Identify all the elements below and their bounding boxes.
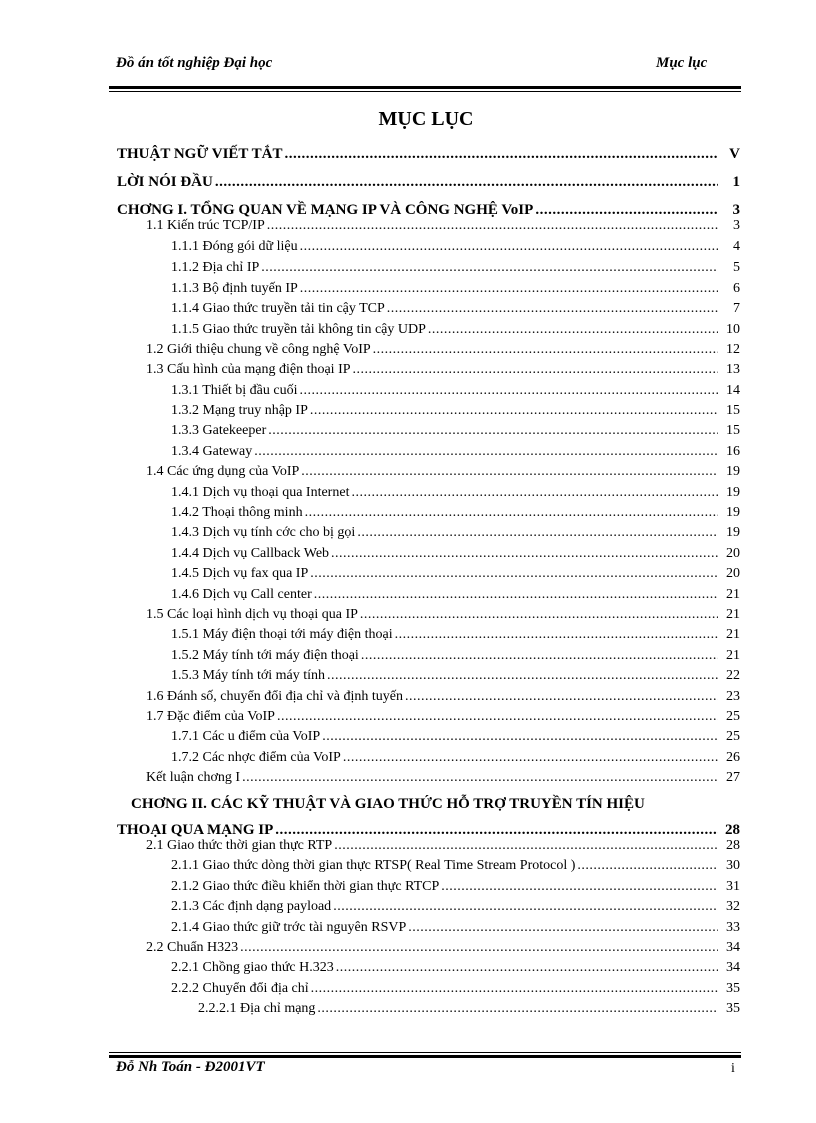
toc-leader-dots [334, 836, 718, 856]
toc-entry-page: 6 [733, 281, 740, 296]
toc-leader-dots [305, 503, 718, 523]
toc-entry-title: 1.5.2 Máy tính tới máy điện thoại [171, 648, 359, 663]
toc-entry [146, 768, 740, 788]
footer-rule-thick [109, 1055, 741, 1058]
toc-entry [171, 299, 740, 319]
toc-entry-page: 21 [726, 587, 740, 602]
chapter2-heading-line1: CHƠNG II. CÁC KỸ THUẬT VÀ GIAO THỨC HỖ TRỢ TRUYỀN TÍN HIỆU [131, 796, 645, 812]
toc-entry-page: 21 [726, 607, 740, 622]
toc-entry [146, 360, 740, 380]
toc-entry [171, 856, 740, 876]
toc-entry-page: 28 [726, 838, 740, 853]
toc-leader-dots [284, 144, 718, 164]
toc-entry-title: 2.1.2 Giao thức điều khiển thời gian thực RTCP [171, 879, 440, 894]
toc-entry-title: 1.7.2 Các nhợc điểm của VoIP [171, 750, 341, 765]
toc-entry [171, 918, 740, 938]
toc-entry-page: 31 [726, 879, 740, 894]
toc-entry [171, 748, 740, 768]
toc-entry [171, 585, 740, 605]
toc-entry-page: 19 [726, 505, 740, 520]
toc-entry-page: 21 [726, 648, 740, 663]
toc-entry-title: 1.4.4 Dịch vụ Callback Web [171, 546, 330, 561]
toc-entry [146, 707, 740, 727]
toc-entry-title: 2.1.3 Các định dạng payload [171, 899, 332, 914]
toc-entry-title: 2.2 Chuẩn H323 [146, 940, 239, 955]
footer-left: Đỗ Nh Toán - Đ2001VT [116, 1059, 265, 1075]
toc-entry [171, 401, 740, 421]
header-left: Đồ án tốt nghiệp Đại học [116, 55, 273, 71]
header-rule-thin [109, 91, 741, 92]
toc-entry [146, 836, 740, 856]
toc-entry-page: 15 [726, 403, 740, 418]
toc-entry-page: 5 [733, 260, 740, 275]
toc-entry [171, 897, 740, 917]
toc-entry-title: 1.5 Các loại hình dịch vụ thoại qua IP [146, 607, 358, 622]
toc-entry [171, 258, 740, 278]
toc-entry-title: 2.1.4 Giao thức giữ trớc tài nguyên RSVP [171, 920, 407, 935]
toc-entry-title: 1.2 Giới thiệu chung về công nghệ VoIP [146, 342, 371, 357]
toc-entry-page: 1 [732, 174, 740, 190]
toc-leader-dots [361, 646, 718, 666]
toc-leader-dots [310, 564, 718, 584]
toc-entry [171, 625, 740, 645]
toc-leader-dots [333, 897, 718, 917]
toc-entry [146, 938, 740, 958]
toc-entry-page: 7 [733, 301, 740, 316]
toc-leader-dots [331, 544, 718, 564]
toc-entry-title: 1.3.1 Thiết bị đầu cuối [171, 383, 298, 398]
toc-entry-title: 1.4 Các ứng dụng của VoIP [146, 464, 300, 479]
toc-entry [146, 340, 740, 360]
toc-leader-dots [310, 401, 718, 421]
toc-entry [171, 979, 740, 999]
toc-entry-page: 30 [726, 858, 740, 873]
toc-leader-dots [395, 625, 718, 645]
toc-entry-page: 26 [726, 750, 740, 765]
toc-entry-title: 1.4.2 Thoại thông minh [171, 505, 303, 520]
toc-entry [146, 687, 740, 707]
toc-entry-page: 35 [726, 1001, 740, 1016]
toc-entry-page: 19 [726, 485, 740, 500]
toc-entry-title: 1.4.3 Dịch vụ tính cớc cho bị gọi [171, 525, 356, 540]
toc-entry [146, 216, 740, 236]
toc-entry-page: 16 [726, 444, 740, 459]
toc-entry [146, 462, 740, 482]
toc-entry-title: THUẬT NGỮ VIẾT TẮT [117, 146, 283, 162]
toc-entry-page: V [729, 146, 740, 162]
toc-entry [117, 144, 740, 164]
toc-leader-dots [336, 958, 718, 978]
toc-leader-dots [387, 299, 718, 319]
toc-leader-dots [317, 999, 718, 1019]
toc-entry-title: THOẠI QUA MẠNG IP [117, 822, 274, 838]
toc-entry-title: 1.5.1 Máy điện thoại tới máy điện thoại [171, 627, 393, 642]
toc-entry [171, 523, 740, 543]
toc-entry [171, 483, 740, 503]
header-right: Mục lục [656, 55, 708, 71]
toc-entry [171, 442, 740, 462]
toc-entry-title: 1.7 Đặc điểm của VoIP [146, 709, 275, 724]
toc-leader-dots [215, 172, 718, 192]
toc-entry-title: 2.1.1 Giao thức dòng thời gian thực RTSP( Real Time Stream Protocol ) [171, 858, 576, 873]
toc-leader-dots [242, 768, 718, 788]
toc-entry-title: 2.2.1 Chồng giao thức H.323 [171, 960, 334, 975]
toc-entry [171, 958, 740, 978]
toc-entry-title: 1.3.2 Mạng truy nhập IP [171, 403, 308, 418]
toc-entry-page: 35 [726, 981, 740, 996]
toc-leader-dots [311, 979, 718, 999]
toc-entry-page: 20 [726, 546, 740, 561]
toc-leader-dots [428, 320, 718, 340]
toc-leader-dots [408, 918, 718, 938]
toc-entry-page: 13 [726, 362, 740, 377]
toc-leader-dots [360, 605, 718, 625]
toc-entry-title: LỜI NÓI ĐẦU [117, 174, 213, 190]
toc-entry-page: 4 [733, 239, 740, 254]
toc-entry-title: 1.1.1 Đóng gói dữ liệu [171, 239, 298, 254]
toc-entry-title: Kết luận chơng I [146, 770, 241, 785]
toc-leader-dots [353, 360, 718, 380]
toc-entry [171, 544, 740, 564]
toc-leader-dots [267, 216, 718, 236]
toc-leader-dots [343, 748, 718, 768]
toc-entry-page: 12 [726, 342, 740, 357]
toc-entry-title: 1.1.3 Bộ định tuyến IP [171, 281, 298, 296]
toc-leader-dots [301, 462, 718, 482]
header-rule-thick [109, 86, 741, 89]
toc-entry-title: 1.4.5 Dịch vụ fax qua IP [171, 566, 309, 581]
toc-entry-title: 1.4.1 Dịch vụ thoại qua Internet [171, 485, 350, 500]
toc-entry-title: 2.2.2 Chuyển đổi địa chỉ [171, 981, 309, 996]
toc-entry-title: 1.3.3 Gatekeeper [171, 423, 267, 438]
toc-leader-dots [277, 707, 718, 727]
toc-entry [171, 421, 740, 441]
toc-entry-title: CHƠNG I. TỔNG QUAN VỀ MẠNG IP VÀ CÔNG NGHỆ VoIP [117, 202, 534, 218]
toc-entry [171, 237, 740, 257]
toc-leader-dots [373, 340, 718, 360]
toc-entry [171, 877, 740, 897]
toc-leader-dots [357, 523, 718, 543]
toc-entry-page: 25 [726, 729, 740, 744]
toc-leader-dots [300, 381, 719, 401]
toc-entry-page: 19 [726, 464, 740, 479]
toc-entry-title: 1.3 Cấu hình của mạng điện thoại IP [146, 362, 351, 377]
toc-entry [146, 605, 740, 625]
toc-entry [171, 666, 740, 686]
toc-entry-page: 10 [726, 322, 740, 337]
toc-leader-dots [268, 421, 718, 441]
toc-entry [117, 172, 740, 192]
toc-entry [198, 999, 740, 1019]
toc-entry-page: 20 [726, 566, 740, 581]
toc-leader-dots [240, 938, 718, 958]
toc-entry-title: 1.4.6 Dịch vụ Call center [171, 587, 312, 602]
toc-entry-title: 2.2.2.1 Địa chỉ mạng [198, 1001, 316, 1016]
toc-entry-page: 32 [726, 899, 740, 914]
toc-leader-dots [261, 258, 718, 278]
toc-entry-title: 1.1.5 Giao thức truyền tải không tin cậy UDP [171, 322, 426, 337]
toc-entry-page: 22 [726, 668, 740, 683]
toc-leader-dots [300, 237, 718, 257]
toc-entry-page: 33 [726, 920, 740, 935]
toc-entry-title: 1.7.1 Các u điểm của VoIP [171, 729, 321, 744]
toc-entry [171, 503, 740, 523]
toc-leader-dots [351, 483, 718, 503]
toc-entry-page: 3 [733, 218, 740, 233]
toc-leader-dots [322, 727, 718, 747]
toc-entry-page: 23 [726, 689, 740, 704]
toc-entry-title: 2.1 Giao thức thời gian thực RTP [146, 838, 333, 853]
toc-entry-page: 15 [726, 423, 740, 438]
toc-entry-title: 1.3.4 Gateway [171, 444, 253, 459]
toc-entry-title: 1.5.3 Máy tính tới máy tính [171, 668, 326, 683]
footer-page-number: i [731, 1061, 735, 1076]
toc-entry-page: 21 [726, 627, 740, 642]
toc-entry-page: 14 [726, 383, 740, 398]
toc-entry-page: 27 [726, 770, 740, 785]
toc-leader-dots [577, 856, 718, 876]
page-title: MỤC LỤC [378, 108, 474, 130]
toc-entry [171, 320, 740, 340]
toc-entry-title: 1.1.2 Địa chỉ IP [171, 260, 260, 275]
toc-leader-dots [441, 877, 718, 897]
toc-entry [171, 646, 740, 666]
toc-leader-dots [327, 666, 718, 686]
toc-entry-page: 34 [726, 960, 740, 975]
toc-entry-page: 28 [725, 822, 740, 838]
toc-entry-title: 1.1.4 Giao thức truyền tải tin cậy TCP [171, 301, 385, 316]
toc-entry [171, 381, 740, 401]
toc-entry-page: 25 [726, 709, 740, 724]
footer-rule-thin [109, 1052, 741, 1053]
toc-entry [171, 564, 740, 584]
toc-leader-dots [300, 279, 718, 299]
toc-entry-title: 1.6 Đánh số, chuyển đổi địa chỉ và định tuyến [146, 689, 404, 704]
toc-entry [171, 279, 740, 299]
toc-leader-dots [405, 687, 718, 707]
toc-entry-page: 19 [726, 525, 740, 540]
toc-entry-page: 34 [726, 940, 740, 955]
toc-leader-dots [254, 442, 718, 462]
toc-leader-dots [314, 585, 718, 605]
toc-entry-title: 1.1 Kiến trúc TCP/IP [146, 218, 265, 233]
toc-entry [171, 727, 740, 747]
toc-entry-page: 3 [732, 202, 740, 218]
